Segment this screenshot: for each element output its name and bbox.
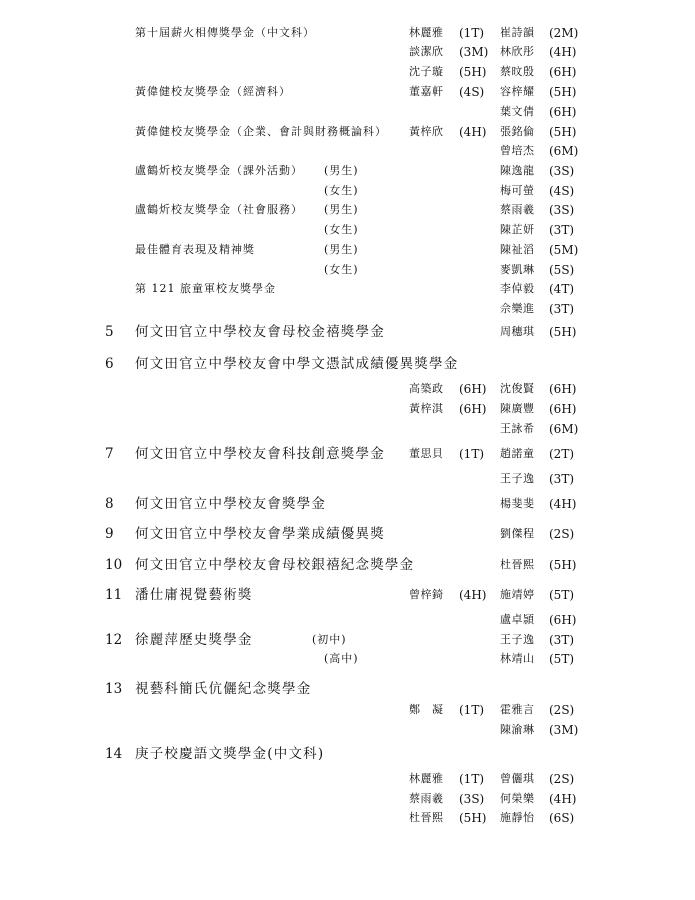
student-name: 董嘉軒: [409, 85, 444, 98]
student-name: 陳渝琳: [500, 723, 535, 736]
award-title: 黃偉健校友獎學金（經濟科）: [135, 85, 291, 98]
student-name: 陳逸龍: [500, 164, 535, 177]
item-number: 7: [105, 446, 114, 462]
student-class: (2M): [549, 26, 579, 40]
student-class: (1T): [459, 26, 485, 40]
student-name: 張銘倫: [500, 125, 535, 138]
award-title: 第 121 旅童軍校友獎學金: [135, 282, 276, 295]
student-name: 蔡旼殷: [500, 65, 535, 78]
student-name: 劉傑程: [500, 527, 535, 540]
item-number: 11: [105, 587, 123, 603]
student-class: (3T): [549, 633, 575, 647]
student-class: (2S): [549, 703, 575, 717]
award-title: 潘仕庸視覺藝術獎: [135, 587, 253, 603]
item-number: 13: [105, 681, 123, 697]
award-qualifier: (女生): [324, 223, 359, 236]
award-title: 徐麗萍歷史獎學金: [135, 632, 253, 648]
student-class: (3S): [459, 792, 485, 806]
student-class: (5T): [549, 652, 575, 666]
student-class: (6H): [549, 105, 577, 119]
award-qualifier: (高中): [324, 652, 359, 665]
award-qualifier: (初中): [312, 633, 347, 646]
student-class: (1T): [459, 447, 485, 461]
student-class: (4H): [549, 45, 577, 59]
student-name: 葉文倩: [500, 105, 535, 118]
student-class: (6H): [459, 382, 487, 396]
student-class: (4T): [549, 282, 575, 296]
award-title: 何文田官立中學校友會學業成績優異獎: [135, 526, 385, 542]
student-name: 曾培杰: [500, 144, 535, 157]
student-name: 沈俊賢: [500, 382, 535, 395]
award-title: 最佳體育表現及精神獎: [135, 243, 255, 256]
student-class: (5H): [459, 811, 487, 825]
student-class: (3M): [459, 45, 489, 59]
award-title: 庚子校慶語文獎學金(中文科): [135, 746, 325, 762]
award-title: 盧鶴炘校友獎學金（課外活動）: [135, 164, 303, 177]
student-name: 林欣彤: [500, 45, 535, 58]
student-class: (4S): [459, 85, 485, 99]
student-class: (5H): [549, 85, 577, 99]
award-title: 視藝科簡氏伉儷紀念獎學金: [135, 681, 312, 697]
student-class: (4H): [459, 588, 487, 602]
student-class: (6M): [549, 422, 579, 436]
item-number: 5: [105, 324, 114, 340]
student-name: 施靜怡: [500, 811, 535, 824]
student-name: 陳廣豐: [500, 402, 535, 415]
student-class: (1T): [459, 703, 485, 717]
award-qualifier: (男生): [324, 203, 359, 216]
student-name: 林靖山: [500, 652, 535, 665]
student-name: 陳芷妍: [500, 223, 535, 236]
student-name: 黃梓欣: [409, 125, 444, 138]
award-qualifier: (男生): [324, 164, 359, 177]
student-class: (5S): [549, 263, 575, 277]
student-name: 杜晉熙: [500, 558, 535, 571]
student-class: (4H): [549, 497, 577, 511]
student-class: (6M): [549, 144, 579, 158]
item-number: 10: [105, 557, 123, 573]
student-name: 李倬毅: [500, 282, 535, 295]
student-class: (5T): [549, 588, 575, 602]
award-title: 何文田官立中學校友會中學文憑試成績優異獎學金: [135, 356, 459, 372]
student-class: (2S): [549, 527, 575, 541]
award-title: 何文田官立中學校友會母校金禧獎學金: [135, 324, 385, 340]
student-name: 周穗琪: [500, 325, 535, 338]
student-class: (4H): [459, 125, 487, 139]
student-name: 曾梓錡: [409, 588, 444, 601]
student-class: (6H): [459, 402, 487, 416]
student-name: 楊斐斐: [500, 497, 535, 510]
student-class: (3T): [549, 472, 575, 486]
award-title: 黃偉健校友獎學金（企業、會計與財務概論科）: [135, 125, 387, 138]
student-name: 黃梓淇: [409, 402, 444, 415]
award-qualifier: (女生): [324, 184, 359, 197]
student-class: (3T): [549, 223, 575, 237]
award-title: 何文田官立中學校友會獎學金: [135, 496, 327, 512]
student-class: (1T): [459, 772, 485, 786]
student-name: 容梓耀: [500, 85, 535, 98]
student-name: 談潔欣: [409, 45, 444, 58]
student-class: (5H): [549, 325, 577, 339]
student-class: (6H): [549, 613, 577, 627]
student-name: 佘樂進: [500, 302, 535, 315]
award-title: 何文田官立中學校友會母校銀禧紀念獎學金: [135, 557, 415, 573]
item-number: 9: [105, 526, 114, 542]
student-name: 何榮樂: [500, 792, 535, 805]
item-number: 8: [105, 496, 114, 512]
student-name: 趙諾童: [500, 447, 535, 460]
student-class: (2T): [549, 447, 575, 461]
student-name: 蔡雨羲: [409, 792, 444, 805]
student-name: 施靖婷: [500, 588, 535, 601]
student-name: 林麗雅: [409, 26, 444, 39]
student-class: (6S): [549, 811, 575, 825]
student-name: 沈子璇: [409, 65, 444, 78]
item-number: 6: [105, 356, 114, 372]
student-class: (5H): [459, 65, 487, 79]
student-name: 曾儷琪: [500, 772, 535, 785]
student-name: 鄭凝: [409, 703, 455, 716]
student-class: (2S): [549, 772, 575, 786]
student-class: (3M): [549, 723, 579, 737]
student-name: 杜晉熙: [409, 811, 444, 824]
student-name: 蔡雨羲: [500, 203, 535, 216]
student-class: (6H): [549, 65, 577, 79]
student-name: 林麗雅: [409, 772, 444, 785]
award-qualifier: (男生): [324, 243, 359, 256]
item-number: 14: [105, 746, 123, 762]
student-name: 董思貝: [409, 447, 444, 460]
student-name: 霍雅言: [500, 703, 535, 716]
student-class: (3S): [549, 203, 575, 217]
student-class: (5H): [549, 125, 577, 139]
student-class: (6H): [549, 402, 577, 416]
student-name: 陳祉滔: [500, 243, 535, 256]
award-title: 盧鶴炘校友獎學金（社會服務）: [135, 203, 303, 216]
student-class: (3S): [549, 164, 575, 178]
student-name: 盧卓頴: [500, 613, 535, 626]
award-qualifier: (女生): [324, 263, 359, 276]
student-class: (3T): [549, 302, 575, 316]
item-number: 12: [105, 632, 123, 648]
student-name: 王詠希: [500, 422, 535, 435]
student-name: 麥凱琳: [500, 263, 535, 276]
student-name: 高築政: [409, 382, 444, 395]
student-name: 崔詩韻: [500, 26, 535, 39]
student-class: (6H): [549, 382, 577, 396]
student-name: 王子逸: [500, 472, 535, 485]
student-class: (4H): [549, 792, 577, 806]
award-title: 第十屆薪火相傳獎學金（中文科）: [135, 26, 315, 39]
student-class: (4S): [549, 184, 575, 198]
award-title: 何文田官立中學校友會科技創意獎學金: [135, 446, 385, 462]
student-class: (5H): [549, 558, 577, 572]
student-name: 王子逸: [500, 633, 535, 646]
student-name: 梅可螢: [500, 184, 535, 197]
student-class: (5M): [549, 243, 579, 257]
